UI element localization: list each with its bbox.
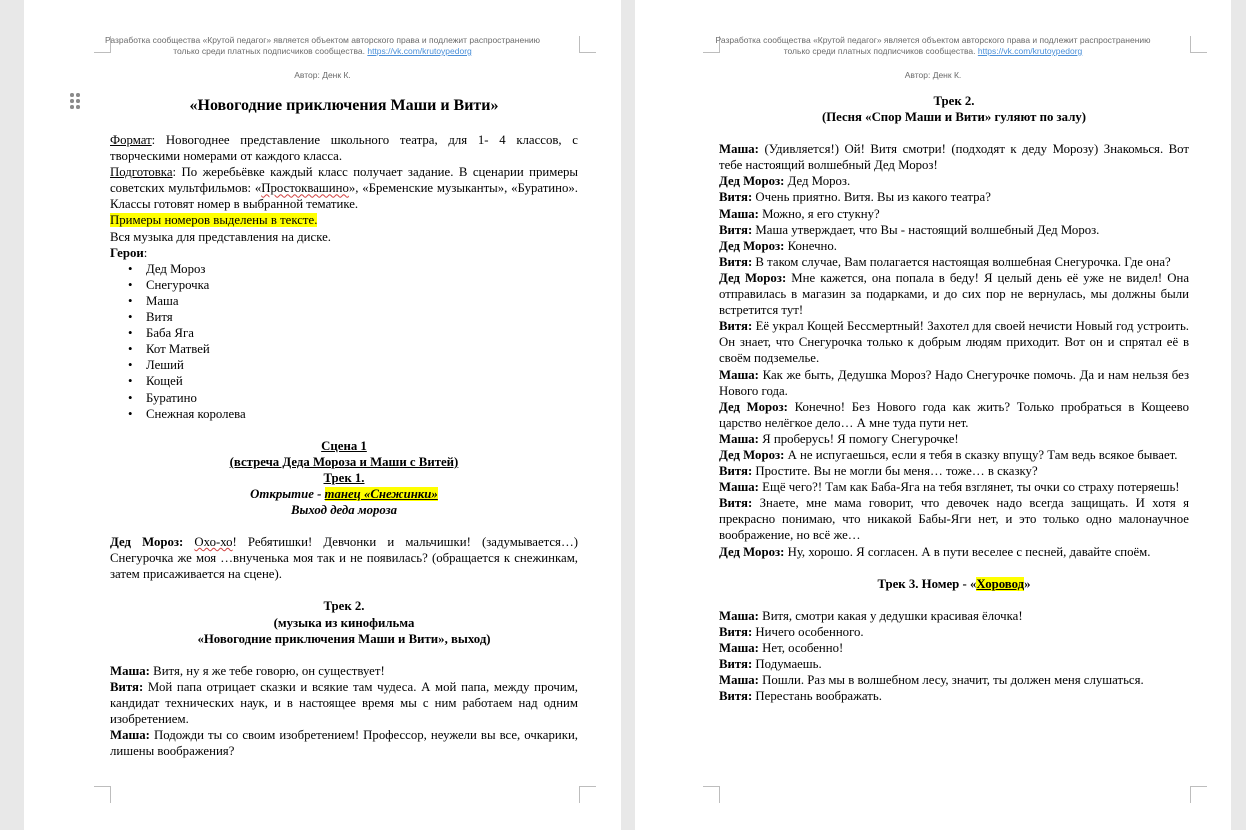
dialogue-line: Витя: Перестань воображать. — [719, 689, 882, 704]
heroes-label: Герои: — [110, 245, 148, 260]
dialogue-line: Витя: Мой папа отрицает сказки и всякие там чудеса. А мой папа, между прочим, кандидат технических наук, и в настоящее время мы с ним работаем над одним изобретением. — [110, 679, 578, 726]
list-item: • Дед Мороз — [146, 261, 578, 277]
crop-mark — [703, 786, 720, 803]
page-2-body — [719, 93, 1189, 704]
scene-subtitle: (встреча Деда Мороза и Маши с Витей) — [229, 454, 459, 469]
crop-mark — [579, 786, 596, 803]
dialogue-line: Витя: Простите. Вы не могли бы меня… тоже… в сказку? — [719, 464, 1038, 479]
list-item: • Снегурочка — [146, 277, 578, 293]
dialogue-line: Маша: Витя, ну я же тебе говорю, он существует! — [110, 663, 385, 678]
highlight-note: Примеры номеров выделены в тексте. — [110, 213, 318, 228]
scene-title: Сцена 1 — [321, 438, 367, 453]
track-2-sub-1: (музыка из кинофильма — [273, 615, 415, 630]
list-item: • Кот Матвей — [146, 341, 578, 357]
dialogue-line: Маша: Витя, смотри какая у дедушки красивая ёлочка! — [719, 608, 1023, 623]
dialogue-line: Дед Мороз: Мне кажется, она попала в беду! Я целый день её уже не видел! Она отправилась в магазин за подарками, и до сих пор не вернулась, мы должны были встретится тут! — [719, 270, 1189, 318]
track-2-subtitle: (Песня «Спор Маши и Вити» гуляют по залу) — [821, 110, 1087, 125]
crop-mark — [1190, 786, 1207, 803]
dialogue-line: Маша: Подожди ты со своим изобретением! Профессор, неужели вы все, очкарики, лишены воображения? — [110, 728, 578, 759]
dialogue-line: Витя: Её украл Кощей Бессмертный! Захотел для своей нечисти Новый год устроить. Он знает, что Снегурочка только к добрым людям приходит. Вот он и спрятал её в своём подземелье. — [719, 319, 1189, 366]
dialogue-line: Витя: Ничего особенного. — [719, 624, 864, 639]
dialogue-line: Витя: В таком случае, Вам полагается настоящая волшебная Снегурочка. Где она? — [719, 254, 1171, 269]
dialogue-line: Маша: Нет, особенно! — [719, 640, 844, 655]
dialogue-line: Дед Мороз: Ну, хорошо. Я согласен. А в пути веселее с песней, давайте споём. — [719, 544, 1151, 559]
track-1-exit: Выход деда мороза — [290, 503, 398, 518]
list-item: • Снежная королева — [146, 406, 578, 422]
dialogue-line: Маша: (Удивляется!) Ой! Витя смотри! (подходят к деду Морозу) Знакомься. Вот тебе настоящий волшебный Дед Мороз! — [719, 142, 1189, 173]
header-line-1: Разработка сообщества «Крутой педагог» является объектом авторского права и подлежит распространению — [715, 35, 1151, 45]
page-header — [635, 35, 1231, 57]
music-note: Вся музыка для представления на диске. — [110, 229, 331, 244]
list-item: • Маша — [146, 293, 578, 309]
page-1-body — [110, 96, 578, 759]
track-1-opening: Открытие - танец «Снежинки» — [250, 486, 438, 501]
document-page-2 — [635, 0, 1231, 830]
dialogue-line: Витя: Знаете, мне мама говорит, что девочек надо всегда защищать. И хотя я прекрасно понимаю, что никакой Бабы-Яги нет, и это только одно малонаучное воображение, но всё же… — [719, 496, 1189, 543]
page-header — [24, 35, 621, 57]
author-line: Автор: Денк К. — [294, 70, 351, 80]
dialogue-line: Маша: Как же быть, Дедушка Мороз? Надо Снегурочке помочь. Да и нам нельзя без Нового года. — [719, 367, 1189, 398]
heroes-list — [110, 261, 578, 422]
document-page-1 — [24, 0, 621, 830]
dialogue-line: Маша: Я проберусь! Я помогу Снегурочке! — [719, 431, 959, 446]
track-2-title: Трек 2. — [323, 599, 365, 614]
dialogue-line: Маша: Ещё чего?! Там как Баба-Яга на тебя взглянет, ты очки со страху потеряешь! — [719, 480, 1180, 495]
header-link[interactable]: https://vk.com/krutoypedorg — [367, 46, 472, 56]
ded-moroz-line: Дед Мороз: Охо-хо! Ребятишки! Девчонки и мальчишки! (задумывается…) Снегурочка же моя …внученька моя так и не появилась? (обращается к снежинкам, затем присаживается на сцене). — [110, 535, 579, 582]
author-line: Автор: Денк К. — [904, 70, 962, 80]
header-line-2: только среди платных подписчиков сообщества. — [173, 46, 368, 56]
list-item: • Буратино — [146, 390, 578, 406]
format-paragraph: Формат: Новогоднее представление школьного театра, для 1- 4 классов, с творческими номерами от каждого класса. — [110, 133, 578, 164]
crop-mark — [94, 786, 111, 803]
header-line-2: только среди платных подписчиков сообщества. — [783, 46, 978, 56]
track-1-title: Трек 1. — [323, 470, 365, 485]
track-2-title: Трек 2. — [933, 94, 975, 108]
dialogue-line: Дед Мороз: А не испугаешься, если я тебя в сказку впущу? Там ведь всякое бывает. — [719, 447, 1178, 462]
track-3-title: Трек 3. Номер - «Хоровод» — [877, 576, 1031, 591]
dialogue-line: Маша: Пошли. Раз мы в волшебном лесу, значит, ты должен меня слушаться. — [719, 673, 1144, 688]
list-item: • Леший — [146, 357, 578, 373]
dialogue-line: Дед Мороз: Конечно! Без Нового года как жить? Только пробраться в Кощеево царство нелёгкое дело… А мне туда пути нет. — [719, 399, 1189, 430]
track-2-sub-2: «Новогодние приключения Маши и Вити», выход) — [197, 631, 491, 646]
document-title: «Новогодние приключения Маши и Вити» — [189, 97, 499, 114]
dialogue-line: Витя: Очень приятно. Витя. Вы из какого театра? — [719, 190, 991, 205]
list-item: • Кощей — [146, 373, 578, 389]
dialogue-line: Витя: Подумаешь. — [719, 657, 822, 671]
header-link[interactable]: https://vk.com/krutoypedorg — [977, 46, 1083, 56]
dialogue-line: Дед Мороз: Конечно. — [719, 238, 837, 253]
dialogue-line: Дед Мороз: Дед Мороз. — [719, 174, 851, 189]
drag-handle-icon[interactable] — [70, 93, 82, 111]
dialogue-block — [719, 141, 1189, 559]
dialogue-line: Маша: Можно, я его стукну? — [719, 206, 880, 221]
prep-paragraph: Подготовка: По жеребьёвке каждый класс получает задание. В сценарии примеры советских мультфильмов: «Простоквашино», «Бременские музыканты», «Буратино». Классы готовят номер в выбранной тематике. — [110, 165, 579, 212]
dialogue-line: Витя: Маша утверждает, что Вы - настоящий волшебный Дед Мороз. — [719, 222, 1100, 237]
list-item: • Витя — [146, 309, 578, 325]
list-item: • Баба Яга — [146, 325, 578, 341]
header-line-1: Разработка сообщества «Крутой педагог» является объектом авторского права и подлежит распространению — [104, 35, 541, 45]
